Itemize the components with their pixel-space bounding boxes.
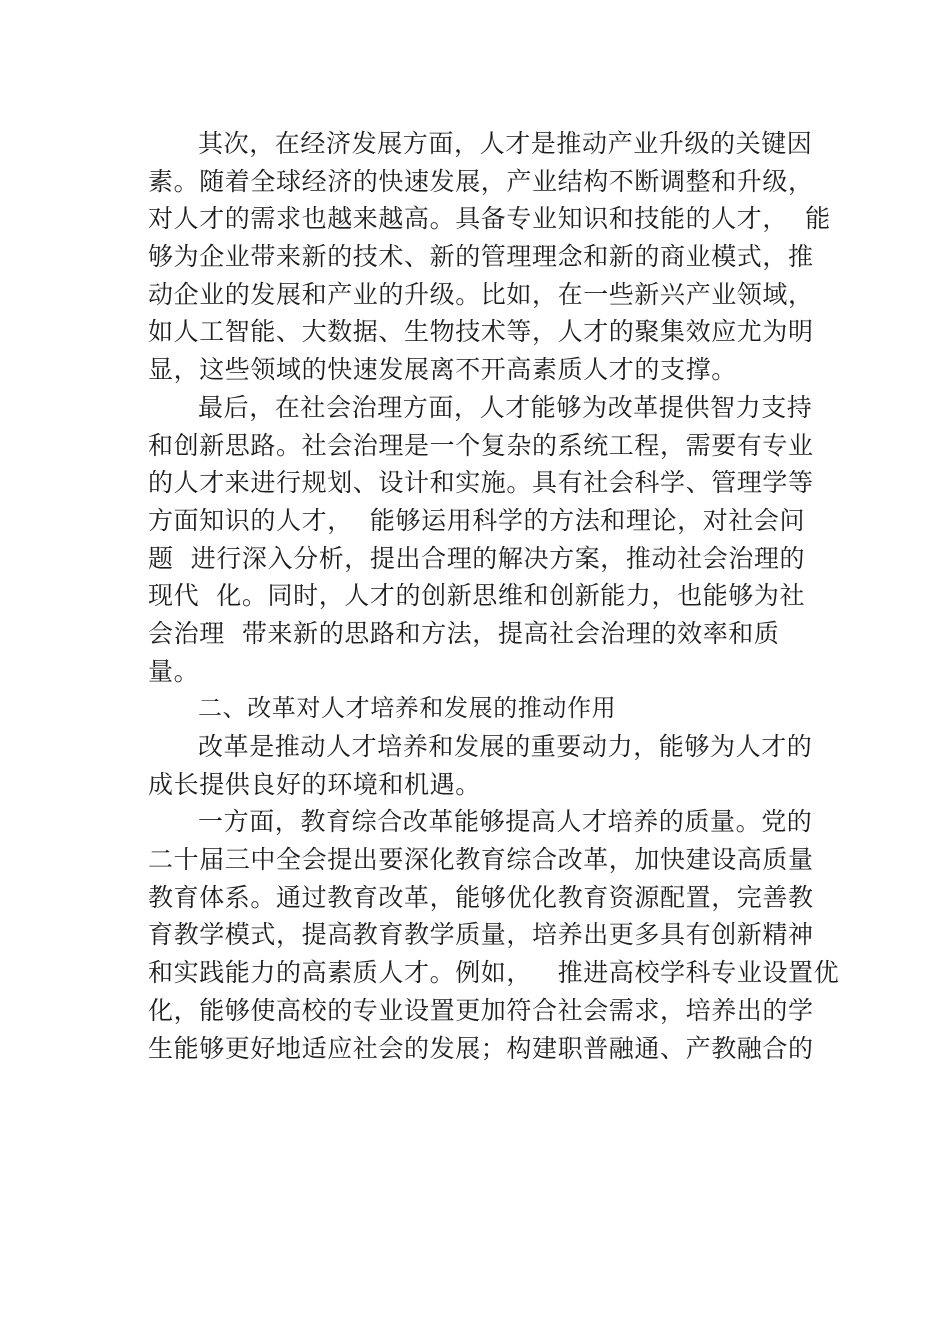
text-line: 够为企业带来新的技术、新的管理理念和新的商业模式，推 <box>148 242 814 272</box>
text-line: 二十届三中全会提出要深化教育综合改革，加快建设高质量 <box>148 845 814 875</box>
body-text <box>148 125 840 1067</box>
text-line: 对人才的需求也越来越高。具备专业知识和技能的人才， 能 <box>148 204 831 234</box>
text-line: 其次，在经济发展方面，人才是推动产业升级的关键因 <box>198 129 813 158</box>
text-line: 改革是推动人才培养和发展的重要动力，能够为人才的 <box>198 732 813 761</box>
text-line: 的人才来进行规划、设计和实施。具有社会科学、管理学等 <box>148 468 814 498</box>
text-line: 量。 <box>148 656 200 686</box>
text-line: 最后，在社会治理方面，人才能够为改革提供智力支持 <box>198 392 813 422</box>
paragraph-education-reform <box>148 803 840 1067</box>
paragraph-economic-development <box>148 125 831 389</box>
text-line: 生能够更好地适应社会的发展；构建职普融通、产教融合的 <box>148 1033 814 1063</box>
text-line: 教育体系。通过教育改革，能够优化教育资源配置，完善教 <box>148 882 814 912</box>
text-line: 成长提供良好的环境和机遇。 <box>148 769 481 799</box>
text-line: 育教学模式，提高教育教学质量，培养出更多具有创新精神 <box>148 920 814 950</box>
paragraph-social-governance <box>148 389 814 691</box>
text-line: 会治理 带来新的思路和方法，提高社会治理的效率和质 <box>148 618 780 648</box>
text-line: 方面知识的人才， 能够运用科学的方法和理论，对社会问 <box>148 505 806 535</box>
text-line: 如人工智能、大数据、生物技术等，人才的聚集效应尤为明 <box>148 317 814 347</box>
text-line: 素。随着全球经济的快速发展，产业结构不断调整和升级， <box>148 166 814 196</box>
section-heading <box>148 690 808 728</box>
text-line: 和实践能力的高素质人才。例如， 推进高校学科专业设置优 <box>148 958 840 988</box>
text-line: 和创新思路。社会治理是一个复杂的系统工程，需要有专业 <box>148 430 814 460</box>
text-line: 化，能够使高校的专业设置更加符合社会需求，培养出的学 <box>148 995 814 1025</box>
text-line: 显，这些领域的快速发展离不开高素质人才的支撑。 <box>148 355 737 385</box>
paragraph-reform-driver <box>148 728 813 803</box>
text-line: 动企业的发展和产业的升级。比如，在一些新兴产业领域， <box>148 279 814 309</box>
section-heading-text: 二、改革对人才培养和发展的推动作用 <box>198 694 617 723</box>
text-line: 现代 化。同时，人才的创新思维和创新能力，也能够为社 <box>148 581 806 611</box>
text-line: 题 进行深入分析，提出合理的解决方案，推动社会治理的 <box>148 543 806 573</box>
text-line: 一方面，教育综合改革能够提高人才培养的质量。党的 <box>198 807 813 837</box>
